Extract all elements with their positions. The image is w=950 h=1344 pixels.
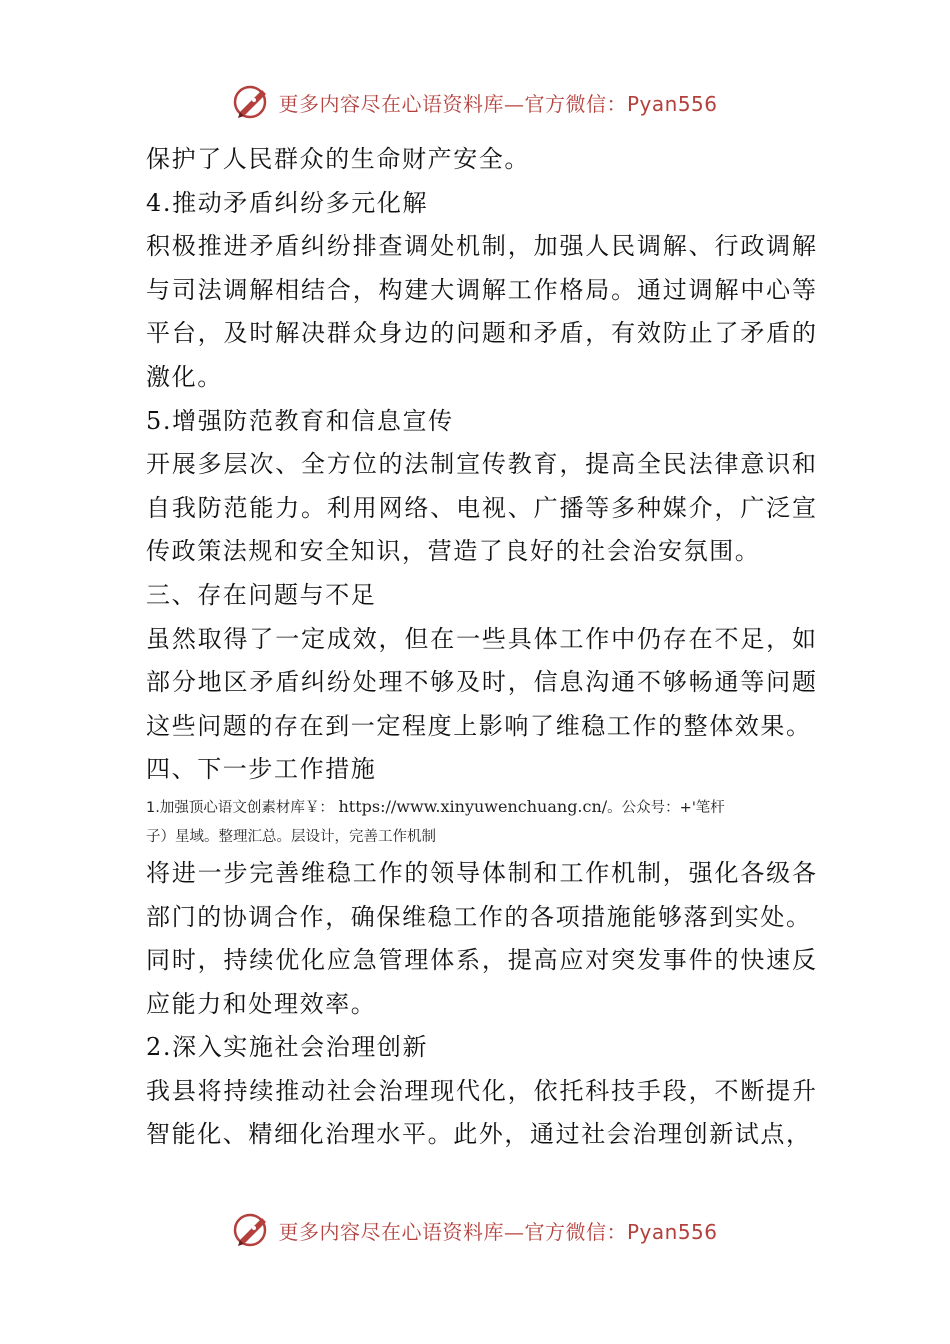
paragraph-line: 开展多层次、全方位的法制宣传教育，提高全民法律意识和 (146, 450, 816, 479)
paragraph-line: 这些问题的存在到一定程度上影响了维稳工作的整体效果。 (146, 711, 812, 740)
paragraph-line: 激化。 (146, 362, 223, 391)
pen-logo-icon (232, 82, 272, 122)
page-footer-banner (0, 1208, 950, 1252)
chapter-heading: 三、存在问题与不足 (146, 580, 377, 609)
ad-url: https://www.xinyuwenchuang.cn/ (338, 796, 608, 816)
ad-line: 子）星域。整理汇总。层设计，完善工作机制 (146, 828, 436, 845)
paragraph-line: 虽然取得了一定成效，但在一些具体工作中仍存在不足，如 (146, 624, 816, 653)
paragraph-line: 积极推进矛盾纠纷排查调处机制，加强人民调解、行政调解 (146, 232, 816, 261)
paragraph-line: 应能力和处理效率。 (146, 989, 377, 1018)
header-text: 更多内容尽在心语资料库—官方微信：Pyan556 (278, 91, 718, 116)
section-heading: 2.深入实施社会治理创新 (146, 1033, 429, 1062)
paragraph-line: 平台，及时解决群众身边的问题和矛盾，有效防止了矛盾的 (146, 319, 816, 348)
chapter-heading: 四、下一步工作措施 (146, 755, 377, 784)
pen-logo-icon (232, 1210, 272, 1250)
section-heading: 5.增强防范教育和信息宣传 (146, 406, 454, 435)
paragraph-line: 同时，持续优化应急管理体系，提高应对突发事件的快速反 (146, 946, 816, 975)
paragraph-line: 部门的协调合作，确保维稳工作的各项措施能够落到实处。 (146, 902, 812, 931)
section-heading: 4.推动矛盾纠纷多元化解 (146, 188, 429, 217)
paragraph-line: 智能化、精细化治理水平。此外，通过社会治理创新试点， (146, 1120, 812, 1149)
paragraph-line: 与司法调解相结合，构建大调解工作格局。通过调解中心等 (146, 275, 816, 304)
paragraph-line: 自我防范能力。利用网络、电视、广播等多种媒介，广泛宣 (146, 493, 816, 522)
paragraph-line: 部分地区矛盾纠纷处理不够及时，信息沟通不够畅通等问题 (146, 668, 816, 697)
paragraph-line: 保护了人民群众的生命财产安全。 (146, 145, 530, 173)
ad-line: 1.加强顶心语文创素材库￥： https://www.xinyuwenchuang.cn/。公众号：+'笔杆 (146, 796, 725, 816)
paragraph-line: 将进一步完善维稳工作的领导体制和工作机制，强化各级各 (146, 858, 816, 887)
document-body (146, 138, 816, 1157)
footer-text: 更多内容尽在心语资料库—官方微信：Pyan556 (278, 1219, 718, 1244)
paragraph-line: 传政策法规和安全知识，营造了良好的社会治安氛围。 (146, 537, 761, 566)
paragraph-line: 我县将持续推动社会治理现代化，依托科技手段，不断提升 (146, 1076, 816, 1105)
page-header-banner (0, 80, 950, 124)
